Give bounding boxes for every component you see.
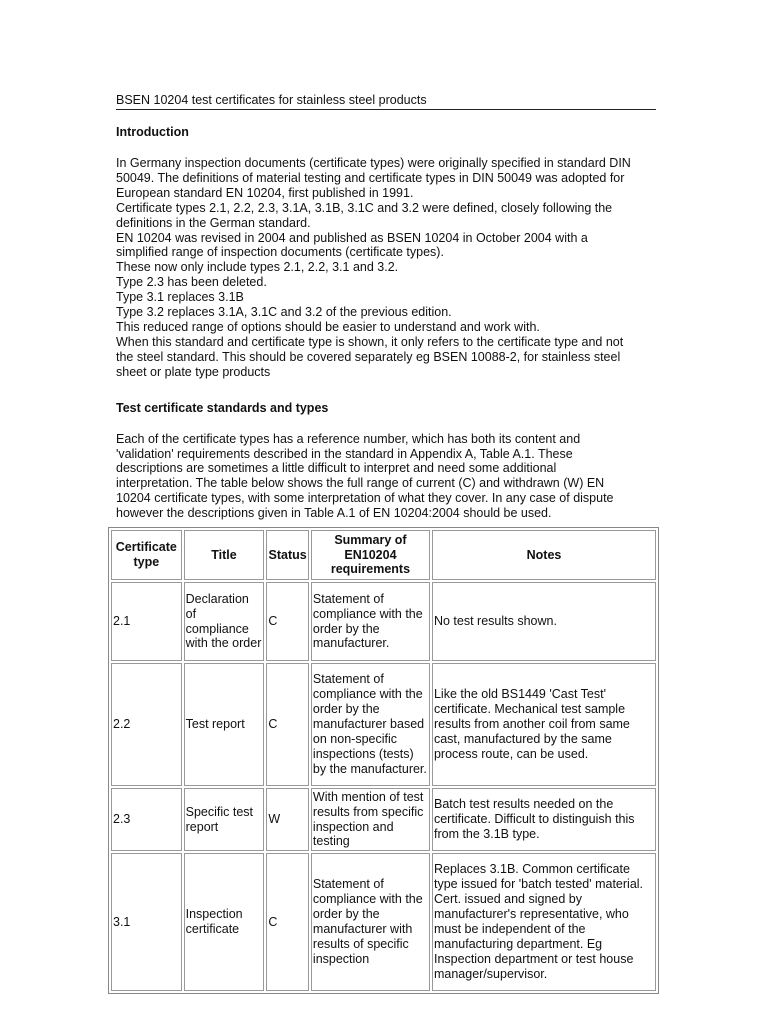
table-row bbox=[111, 853, 656, 991]
cell-summary: Statement of compliance with the order by the manufacturer based on non-specific inspections (tests) by the manufacturer. bbox=[311, 663, 430, 786]
text-line: These now only include types 2.1, 2.2, 3.1 and 3.2. bbox=[116, 260, 399, 275]
cell-notes: Replaces 3.1B. Common certificate type issued for 'batch tested' material. Cert. issued and signed by manufacturer's representative, who must be independent of the manufacturing department. Eg Inspection department or test house manager/supervisor. bbox=[432, 853, 656, 991]
text-line: 50049. The definitions of material testing and certificate types in DIN 50049 was adopted for bbox=[116, 170, 625, 185]
header-summary: Summary of EN10204 requirements bbox=[311, 530, 430, 580]
cell-notes: Batch test results needed on the certificate. Difficult to distinguish this from the 3.1B type. bbox=[432, 788, 656, 851]
cell-title: Declaration of compliance with the order bbox=[184, 582, 265, 661]
introduction-heading: Introduction bbox=[116, 125, 189, 139]
text-line: Type 3.2 replaces 3.1A, 3.1C and 3.2 of the previous edition. bbox=[116, 305, 452, 320]
test-certificate-standards-heading: Test certificate standards and types bbox=[116, 400, 329, 415]
text-line: Type 3.1 replaces 3.1B bbox=[116, 290, 244, 305]
table-header-row bbox=[111, 530, 656, 580]
cell-notes: Like the old BS1449 'Cast Test' certificate. Mechanical test sample results from another coil from same cast, manufactured by the same process route, can be used. bbox=[432, 663, 656, 786]
text-line: interpretation. The table below shows the full range of current (C) and withdrawn (W) EN bbox=[116, 476, 605, 491]
text-line: however the descriptions given in Table A.1 of EN 10204:2004 should be used. bbox=[116, 506, 552, 521]
header-status: Status bbox=[266, 530, 309, 580]
header-title: Title bbox=[184, 530, 265, 580]
text-line: 'validation' requirements described in the standard in Appendix A, Table A.1. These bbox=[116, 446, 573, 461]
cell-type: 2.2 bbox=[111, 663, 182, 786]
header-notes: Notes bbox=[432, 530, 656, 580]
text-line: This reduced range of options should be easier to understand and work with. bbox=[116, 319, 540, 334]
cell-type: 2.1 bbox=[111, 582, 182, 661]
document-page bbox=[116, 93, 656, 521]
cell-type: 2.3 bbox=[111, 788, 182, 851]
text-line: the steel standard. This should be covered separately eg BSEN 10088-2, for stainless steel bbox=[116, 349, 621, 364]
cell-summary: Statement of compliance with the order by the manufacturer. bbox=[311, 582, 430, 661]
cell-status: C bbox=[266, 853, 309, 991]
table-row bbox=[111, 788, 656, 851]
text-line: European standard EN 10204, first published in 1991. bbox=[116, 185, 414, 200]
introduction-text bbox=[116, 156, 656, 380]
document-title: BSEN 10204 test certificates for stainless steel products bbox=[116, 93, 656, 110]
cell-summary: With mention of test results from specific inspection and testing bbox=[311, 788, 430, 851]
table-row bbox=[111, 663, 656, 786]
header-certificate-type: Certificate type bbox=[111, 530, 182, 580]
cell-title: Specific test report bbox=[184, 788, 265, 851]
text-line: When this standard and certificate type is shown, it only refers to the certificate type and not bbox=[116, 334, 624, 349]
text-line: definitions in the German standard. bbox=[116, 215, 311, 230]
table-row bbox=[111, 582, 656, 661]
text-line: In Germany inspection documents (certificate types) were originally specified in standard DIN bbox=[116, 156, 631, 170]
cell-status: C bbox=[266, 663, 309, 786]
cell-type: 3.1 bbox=[111, 853, 182, 991]
text-line: EN 10204 was revised in 2004 and published as BSEN 10204 in October 2004 with a bbox=[116, 230, 588, 245]
cell-notes: No test results shown. bbox=[432, 582, 656, 661]
text-line: Certificate types 2.1, 2.2, 2.3, 3.1A, 3.1B, 3.1C and 3.2 were defined, closely following the bbox=[116, 200, 613, 215]
text-line: 10204 certificate types, with some interpretation of what they cover. In any case of dispute bbox=[116, 491, 614, 506]
cell-title: Inspection certificate bbox=[184, 853, 265, 991]
certificate-types-table bbox=[108, 527, 659, 994]
test-certificate-standards-text bbox=[116, 432, 656, 521]
text-line: simplified range of inspection documents (certificate types). bbox=[116, 245, 444, 260]
text-line: Each of the certificate types has a reference number, which has both its content and bbox=[116, 431, 581, 446]
cell-summary: Statement of compliance with the order by the manufacturer with results of specific inspection bbox=[311, 853, 430, 991]
cell-status: C bbox=[266, 582, 309, 661]
text-line: Type 2.3 has been deleted. bbox=[116, 275, 267, 290]
cell-title: Test report bbox=[184, 663, 265, 786]
text-line: descriptions are sometimes a little difficult to interpret and need some additional bbox=[116, 461, 557, 476]
cell-status: W bbox=[266, 788, 309, 851]
text-line: sheet or plate type products bbox=[116, 364, 271, 379]
